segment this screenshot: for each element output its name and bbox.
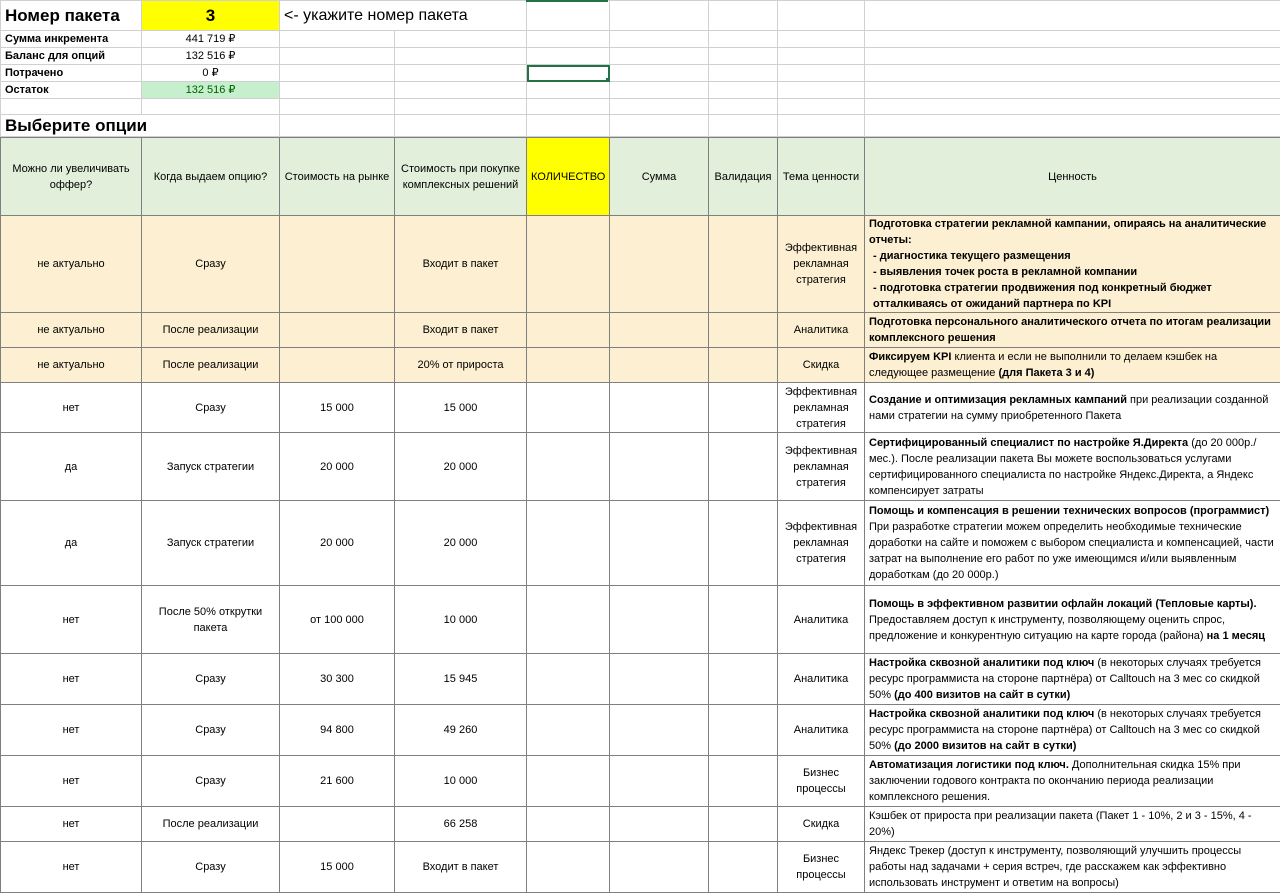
header-quantity[interactable]: КОЛИЧЕСТВО — [527, 138, 610, 216]
theme-cell[interactable]: Бизнес процессы — [778, 756, 865, 807]
complex-price-cell[interactable]: 10 000 — [395, 586, 527, 654]
value-text: Яндекс Трекер (доступ к инструменту, позволяющий улучшить процессы работы над задачами + серия встреч, где расскажем как эффективно иcпользовать инструмент и ответим на вопросы) — [869, 845, 1241, 889]
cell[interactable] — [280, 82, 395, 99]
sum-cell[interactable] — [610, 313, 709, 348]
cell[interactable] — [709, 31, 778, 48]
cell[interactable] — [395, 31, 527, 48]
market-price-cell[interactable] — [280, 216, 395, 313]
offer-cell[interactable]: нет — [1, 807, 142, 842]
offer-cell[interactable]: нет — [1, 654, 142, 705]
when-cell[interactable]: После реализации — [142, 313, 280, 348]
when-cell[interactable]: Сразу — [142, 383, 280, 433]
quantity-cell[interactable] — [527, 216, 610, 313]
cell[interactable] — [865, 1, 1280, 31]
sum-cell[interactable] — [610, 501, 709, 586]
cell[interactable] — [778, 82, 865, 99]
theme-cell[interactable]: Эффективная рекламная стратегия — [778, 433, 865, 501]
when-cell[interactable]: Запуск стратегии — [142, 433, 280, 501]
header-offer[interactable]: Можно ли увеличивать оффер? — [1, 138, 142, 216]
sum-cell[interactable] — [610, 705, 709, 756]
column-selection-indicator — [526, 0, 608, 2]
summary-value[interactable]: 0 ₽ — [142, 65, 280, 82]
validation-cell[interactable] — [709, 433, 778, 501]
value-bold: Автоматизация логистики под ключ. — [869, 759, 1069, 771]
cell[interactable] — [709, 82, 778, 99]
cell[interactable] — [778, 99, 865, 115]
table-row — [1, 807, 1280, 842]
quantity-cell[interactable] — [527, 383, 610, 433]
quantity-cell[interactable] — [527, 501, 610, 586]
validation-cell[interactable] — [709, 313, 778, 348]
cell[interactable] — [395, 115, 527, 137]
fill-handle[interactable] — [606, 78, 610, 82]
quantity-cell[interactable] — [527, 756, 610, 807]
validation-cell[interactable] — [709, 756, 778, 807]
complex-price-cell[interactable]: 20 000 — [395, 501, 527, 586]
quantity-cell[interactable] — [527, 313, 610, 348]
validation-cell[interactable] — [709, 586, 778, 654]
value-bold: Сертифицированный специалист по настройке Я.Директа — [869, 437, 1188, 449]
cell[interactable] — [865, 99, 1280, 115]
complex-price-cell[interactable]: Входит в пакет — [395, 313, 527, 348]
sum-cell[interactable] — [610, 348, 709, 383]
complex-price-cell[interactable]: 49 260 — [395, 705, 527, 756]
cell[interactable] — [610, 115, 709, 137]
cell[interactable] — [395, 99, 527, 115]
summary-table — [0, 0, 1280, 137]
offer-cell[interactable]: нет — [1, 705, 142, 756]
quantity-cell[interactable] — [527, 586, 610, 654]
theme-cell[interactable]: Эффективная рекламная стратегия — [778, 501, 865, 586]
options-table — [0, 137, 1280, 893]
complex-price-cell[interactable]: 10 000 — [395, 756, 527, 807]
market-price-cell[interactable]: 15 000 — [280, 383, 395, 433]
value-cell[interactable] — [865, 654, 1280, 705]
complex-price-cell[interactable]: 20 000 — [395, 433, 527, 501]
cell[interactable] — [395, 48, 527, 65]
value-bold-tail: (для Пакета 3 и 4) — [998, 367, 1094, 379]
value-text: (до 20 000р./мес.). После реализации пакета Вы можете воспользоваться услугами сертифицированного специалиста по настройке Яндекс.Директа, а Яндекс компенсирует затраты — [869, 437, 1256, 497]
cell[interactable] — [280, 115, 395, 137]
cell[interactable] — [527, 1, 610, 31]
complex-price-cell[interactable]: Входит в пакет — [395, 216, 527, 313]
quantity-cell[interactable] — [527, 705, 610, 756]
quantity-cell[interactable] — [527, 654, 610, 705]
table-row — [1, 383, 1280, 433]
value-text: При разработке стратегии можем определить необходимые технические доработки на сайте и поможем с выбором специалиста и компенсацией, части затрат на выполнение его работ по уже имеющимся и/или выявленным доработкам (до 20 000р.) — [869, 521, 1274, 581]
value-text: Предоставляем доступ к инструменту, позволяющему оценить спрос, предложение и конкурентную ситуацию на карте города (района) — [869, 614, 1225, 642]
cell[interactable] — [778, 48, 865, 65]
market-price-cell[interactable]: 20 000 — [280, 433, 395, 501]
sum-cell[interactable] — [610, 756, 709, 807]
selected-cell[interactable] — [527, 65, 610, 82]
complex-price-cell[interactable]: Входит в пакет — [395, 842, 527, 893]
value-cell[interactable] — [865, 383, 1280, 433]
header-sum[interactable]: Сумма — [610, 138, 709, 216]
quantity-cell[interactable] — [527, 433, 610, 501]
table-row — [1, 313, 1280, 348]
cell[interactable] — [610, 31, 709, 48]
value-bold: Создание и оптимизация рекламных кампаний — [869, 394, 1127, 406]
when-cell[interactable]: После реализации — [142, 807, 280, 842]
table-row — [1, 216, 1280, 313]
cell[interactable] — [527, 82, 610, 99]
cell[interactable] — [527, 99, 610, 115]
cell[interactable] — [610, 48, 709, 65]
cell[interactable] — [1, 99, 142, 115]
cell[interactable] — [280, 99, 395, 115]
value-cell[interactable] — [865, 348, 1280, 383]
sum-cell[interactable] — [610, 383, 709, 433]
value-text: при реализации созданной нами стратегии на сумму приобретенного Пакета — [869, 394, 1268, 422]
when-cell[interactable]: После реализации — [142, 348, 280, 383]
market-price-cell[interactable]: 30 300 — [280, 654, 395, 705]
validation-cell[interactable] — [709, 383, 778, 433]
market-price-cell[interactable] — [280, 313, 395, 348]
cell[interactable] — [778, 115, 865, 137]
table-row — [1, 433, 1280, 501]
summary-label: Остаток — [1, 82, 142, 99]
when-cell[interactable]: После 50% открутки пакета — [142, 586, 280, 654]
summary-label: Сумма инкремента — [1, 31, 142, 48]
value-text: Кэшбек от прироста при реализации пакета (Пакет 1 - 10%, 2 и 3 - 15%, 4 - 20%) — [869, 810, 1252, 838]
cell[interactable] — [280, 48, 395, 65]
header-value[interactable]: Ценность — [865, 138, 1280, 216]
value-bold: Подготовка персонального аналитического отчета по итогам реализации комплексного решения — [869, 316, 1271, 344]
quantity-cell[interactable] — [527, 842, 610, 893]
header-when[interactable]: Когда выдаем опцию? — [142, 138, 280, 216]
value-bold: Помощь в эффективном развитии офлайн локаций (Тепловые карты). — [869, 598, 1257, 610]
summary-label: Потрачено — [1, 65, 142, 82]
value-line: - выявления точек роста в рекламной компании — [869, 264, 1276, 280]
when-cell[interactable]: Сразу — [142, 705, 280, 756]
package-number-input[interactable]: 3 — [142, 1, 280, 31]
value-cell[interactable] — [865, 756, 1280, 807]
cell[interactable] — [865, 48, 1280, 65]
cell[interactable] — [865, 65, 1280, 82]
theme-cell[interactable]: Аналитика — [778, 654, 865, 705]
summary-label: Баланс для опций — [1, 48, 142, 65]
sum-cell[interactable] — [610, 433, 709, 501]
theme-cell[interactable]: Скидка — [778, 807, 865, 842]
header-validation[interactable]: Валидация — [709, 138, 778, 216]
offer-cell[interactable]: не актуально — [1, 348, 142, 383]
sum-cell[interactable] — [610, 586, 709, 654]
complex-price-cell[interactable]: 15 000 — [395, 383, 527, 433]
cell[interactable] — [709, 48, 778, 65]
value-text: (в некоторых случаях требуется ресурс программиста на стороне партнёра) от Calltouch на 3 мес со скидкой 50% — [869, 657, 1261, 701]
cell[interactable] — [865, 31, 1280, 48]
header-complex-price[interactable]: Стоимость при покупке комплексных решений — [395, 138, 527, 216]
summary-value-remaining[interactable]: 132 516 ₽ — [142, 82, 280, 99]
when-cell[interactable]: Сразу — [142, 756, 280, 807]
summary-value[interactable]: 132 516 ₽ — [142, 48, 280, 65]
cell[interactable] — [778, 1, 865, 31]
value-bold-tail: (до 400 визитов на сайт в сутки) — [894, 689, 1070, 701]
market-price-cell[interactable]: 94 800 — [280, 705, 395, 756]
offer-cell[interactable]: не актуально — [1, 216, 142, 313]
value-text: клиента и если не выполнили то делаем кэшбек на следующее размещение — [869, 351, 1217, 379]
when-cell[interactable]: Запуск стратегии — [142, 501, 280, 586]
table-row — [1, 501, 1280, 586]
offer-cell[interactable]: нет — [1, 756, 142, 807]
cell[interactable] — [778, 65, 865, 82]
theme-cell[interactable]: Эффективная рекламная стратегия — [778, 216, 865, 313]
value-cell[interactable] — [865, 705, 1280, 756]
value-text: Дополнительная скидка 15% при заключении годового контракта по окончанию периода реализации комплексного решения. — [869, 759, 1241, 803]
cell[interactable] — [280, 31, 395, 48]
validation-cell[interactable] — [709, 216, 778, 313]
cell[interactable] — [709, 99, 778, 115]
quantity-cell[interactable] — [527, 348, 610, 383]
offer-cell[interactable]: нет — [1, 383, 142, 433]
cell[interactable] — [709, 115, 778, 137]
value-bold-tail: (до 2000 визитов на сайт в сутки) — [894, 740, 1076, 752]
offer-cell[interactable]: да — [1, 433, 142, 501]
sum-cell[interactable] — [610, 216, 709, 313]
cell[interactable] — [142, 99, 280, 115]
table-row — [1, 586, 1280, 654]
market-price-cell[interactable] — [280, 348, 395, 383]
value-text: (в некоторых случаях требуется ресурс программиста на стороне партнёра) от Calltouch на 3 мес со скидкой 50% — [869, 708, 1261, 752]
offer-cell[interactable]: не актуально — [1, 313, 142, 348]
table-row — [1, 654, 1280, 705]
cell[interactable] — [709, 65, 778, 82]
theme-cell[interactable]: Скидка — [778, 348, 865, 383]
value-cell[interactable] — [865, 586, 1280, 654]
package-number-label: Номер пакета — [1, 1, 142, 31]
value-bold: Фиксируем KPI — [869, 351, 951, 363]
complex-price-cell[interactable]: 20% от прироста — [395, 348, 527, 383]
cell[interactable] — [395, 82, 527, 99]
when-cell[interactable]: Сразу — [142, 654, 280, 705]
table-row — [1, 842, 1280, 893]
value-line: Подготовка стратегии рекламной кампании, опираясь на аналитические отчеты: — [869, 216, 1276, 248]
value-cell[interactable] — [865, 842, 1280, 893]
table-row — [1, 348, 1280, 383]
validation-cell[interactable] — [709, 501, 778, 586]
market-price-cell[interactable]: 21 600 — [280, 756, 395, 807]
value-cell[interactable] — [865, 501, 1280, 586]
quantity-cell[interactable] — [527, 807, 610, 842]
value-cell[interactable] — [865, 216, 1280, 313]
when-cell[interactable]: Сразу — [142, 842, 280, 893]
summary-value[interactable]: 441 719 ₽ — [142, 31, 280, 48]
offer-cell[interactable]: нет — [1, 586, 142, 654]
header-market-price[interactable]: Стоимость на рынке — [280, 138, 395, 216]
validation-cell[interactable] — [709, 348, 778, 383]
market-price-cell[interactable]: 20 000 — [280, 501, 395, 586]
market-price-cell[interactable] — [280, 807, 395, 842]
sum-cell[interactable] — [610, 807, 709, 842]
validation-cell[interactable] — [709, 807, 778, 842]
cell[interactable] — [610, 1, 709, 31]
value-bold: Настройка сквозной аналитики под ключ — [869, 708, 1094, 720]
value-cell[interactable] — [865, 807, 1280, 842]
cell[interactable] — [527, 48, 610, 65]
sum-cell[interactable] — [610, 842, 709, 893]
table-row — [1, 705, 1280, 756]
when-cell[interactable]: Сразу — [142, 216, 280, 313]
header-theme[interactable]: Тема ценности — [778, 138, 865, 216]
value-bold: Настройка сквозной аналитики под ключ — [869, 657, 1094, 669]
value-line: - диагностика текущего размещения — [869, 248, 1276, 264]
theme-cell[interactable]: Эффективная рекламная стратегия — [778, 383, 865, 433]
cell[interactable] — [610, 82, 709, 99]
complex-price-cell[interactable]: 15 945 — [395, 654, 527, 705]
package-hint: <- укажите номер пакета — [280, 1, 527, 31]
cell[interactable] — [395, 65, 527, 82]
offer-cell[interactable]: нет — [1, 842, 142, 893]
cell[interactable] — [280, 65, 395, 82]
sum-cell[interactable] — [610, 654, 709, 705]
validation-cell[interactable] — [709, 654, 778, 705]
market-price-cell[interactable]: 15 000 — [280, 842, 395, 893]
theme-cell[interactable]: Аналитика — [778, 705, 865, 756]
theme-cell[interactable]: Аналитика — [778, 586, 865, 654]
cell[interactable] — [865, 115, 1280, 137]
section-title: Выберите опции — [1, 115, 280, 137]
complex-price-cell[interactable]: 66 258 — [395, 807, 527, 842]
value-cell[interactable] — [865, 433, 1280, 501]
cell[interactable] — [709, 1, 778, 31]
theme-cell[interactable]: Бизнес процессы — [778, 842, 865, 893]
value-bold-tail: на 1 месяц — [1207, 630, 1265, 642]
validation-cell[interactable] — [709, 705, 778, 756]
value-cell[interactable] — [865, 313, 1280, 348]
cell[interactable] — [865, 82, 1280, 99]
market-price-cell[interactable]: от 100 000 — [280, 586, 395, 654]
cell[interactable] — [778, 31, 865, 48]
value-line: - подготовка стратегии продвижения под конкретный бюджет отталкиваясь от ожиданий партнера по KPI — [869, 280, 1276, 312]
validation-cell[interactable] — [709, 842, 778, 893]
cell[interactable] — [610, 99, 709, 115]
cell[interactable] — [610, 65, 709, 82]
offer-cell[interactable]: да — [1, 501, 142, 586]
value-bold: Помощь и компенсация в решении технических вопросов (программист) — [869, 505, 1269, 517]
cell[interactable] — [527, 31, 610, 48]
table-row — [1, 756, 1280, 807]
cell[interactable] — [527, 115, 610, 137]
theme-cell[interactable]: Аналитика — [778, 313, 865, 348]
